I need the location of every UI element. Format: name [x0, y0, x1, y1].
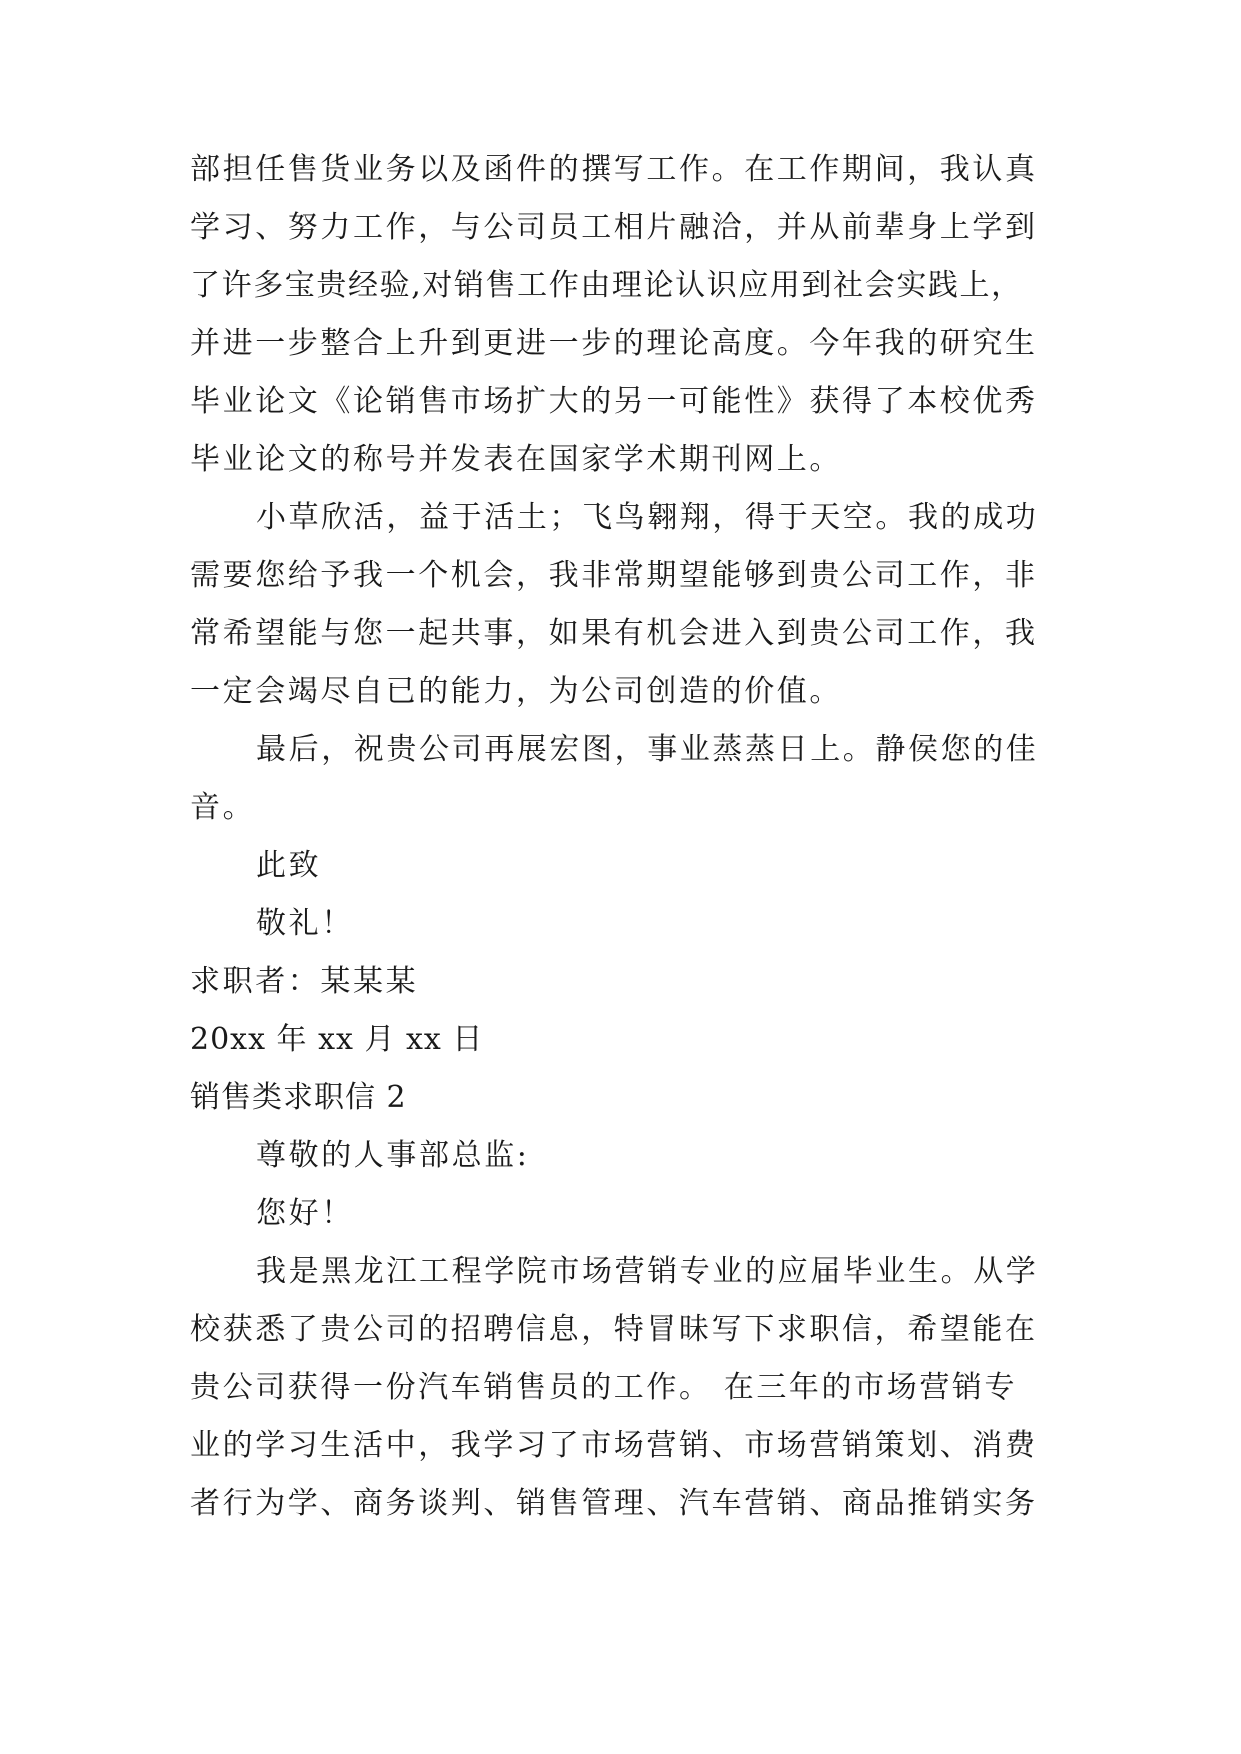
text-line: 最后，祝贵公司再展宏图，事业蒸蒸日上。静侯您的佳 — [256, 732, 1039, 767]
text-line: 并进一步整合上升到更进一步的理论高度。今年我的研究生 — [190, 326, 1038, 361]
text-line: 业的学习生活中，我学习了市场营销、市场营销策划、消费 — [190, 1428, 1038, 1463]
section-title: 销售类求职信 2 — [190, 1080, 407, 1115]
date-line: 20xx 年 xx 月 xx 日 — [190, 1022, 484, 1057]
text-line: 者行为学、商务谈判、销售管理、汽车营销、商品推销实务 — [190, 1486, 1038, 1521]
text-line: 贵公司获得一份汽车销售员的工作。 在三年的市场营销专 — [190, 1370, 1018, 1405]
text-line: 毕业论文《论销售市场扩大的另一可能性》获得了本校优秀 — [190, 384, 1038, 419]
text-line: 小草欣活，益于活土；飞鸟翱翔，得于天空。我的成功 — [256, 500, 1039, 535]
text-line: 需要您给予我一个机会，我非常期望能够到贵公司工作，非 — [190, 558, 1038, 593]
closing-salutation: 此致 — [256, 848, 322, 883]
text-line: 部担任售货业务以及函件的撰写工作。在工作期间，我认真 — [190, 152, 1038, 187]
text-line: 学习、努力工作，与公司员工相片融洽，并从前辈身上学到 — [190, 210, 1038, 245]
greeting-recipient: 尊敬的人事部总监: — [256, 1138, 530, 1173]
greeting: 您好！ — [256, 1196, 354, 1231]
text-line: 一定会竭尽自已的能力，为公司创造的价值。 — [190, 674, 842, 709]
closing-regards: 敬礼！ — [256, 906, 354, 941]
applicant-signature: 求职者：某某某 — [190, 964, 419, 999]
text-line: 音。 — [190, 790, 256, 825]
text-line: 常希望能与您一起共事，如果有机会进入到贵公司工作，我 — [190, 616, 1038, 651]
text-line: 我是黑龙江工程学院市场营销专业的应届毕业生。从学 — [256, 1254, 1039, 1289]
text-line: 校获悉了贵公司的招聘信息，特冒昧写下求职信，希望能在 — [190, 1312, 1038, 1347]
text-line: 毕业论文的称号并发表在国家学术期刊网上。 — [190, 442, 842, 477]
text-line: 了许多宝贵经验,对销售工作由理论认识应用到社会实践上， — [190, 268, 1023, 303]
